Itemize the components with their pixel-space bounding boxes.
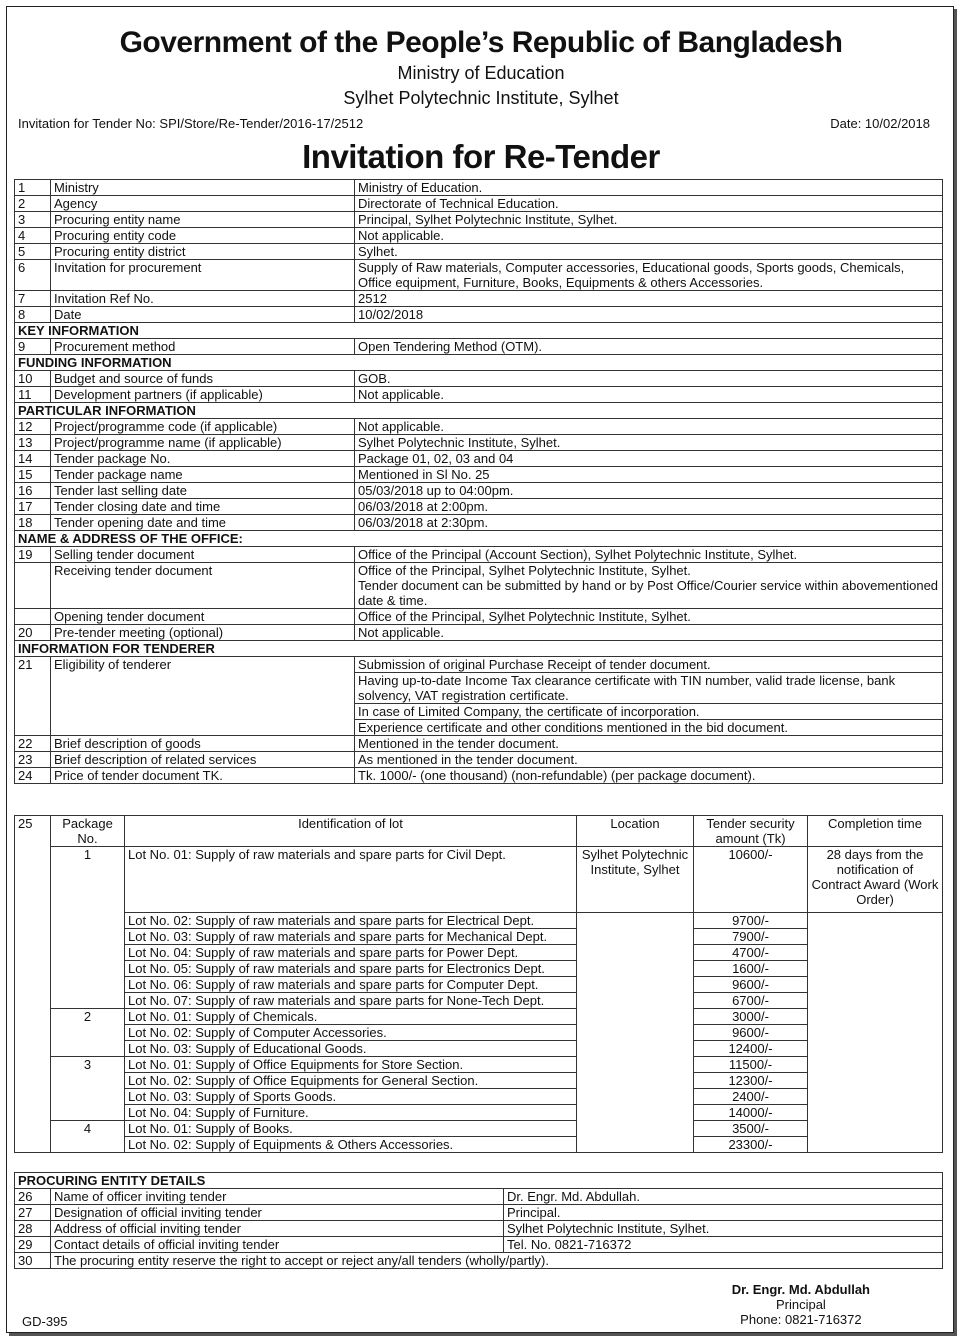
table-row — [15, 1121, 943, 1137]
row-label: Contact details of official inviting tender — [51, 1237, 504, 1253]
table-row — [15, 977, 943, 993]
row-value: Mentioned in the tender document. — [355, 736, 943, 752]
completion-cell: 28 days from the notification of Contract Award (Work Order) — [808, 847, 943, 913]
lot-description: Lot No. 05: Supply of raw materials and spare parts for Electronics Dept. — [125, 961, 577, 977]
lot-description: Lot No. 06: Supply of raw materials and spare parts for Computer Dept. — [125, 977, 577, 993]
table-row — [15, 993, 943, 1009]
table-row — [15, 1189, 943, 1205]
identification-column-header: Identification of lot — [125, 816, 577, 847]
row-value: Not applicable. — [355, 387, 943, 403]
row-label: Tender package name — [51, 467, 355, 483]
lot-description: Lot No. 02: Supply of Office Equipments for General Section. — [125, 1073, 577, 1089]
row-label: Agency — [51, 196, 355, 212]
row-label: Price of tender document TK. — [51, 768, 355, 784]
section-title: NAME & ADDRESS OF THE OFFICE: — [15, 531, 943, 547]
section-header — [15, 355, 943, 371]
lot-description: Lot No. 03: Supply of raw materials and spare parts for Mechanical Dept. — [125, 929, 577, 945]
security-amount: 6700/- — [694, 993, 808, 1009]
row-number: 9 — [15, 339, 51, 355]
row-label: Invitation Ref No. — [51, 291, 355, 307]
table-row — [15, 212, 943, 228]
table-row — [15, 467, 943, 483]
table-row — [15, 1205, 943, 1221]
row-number: 13 — [15, 435, 51, 451]
lot-description: Lot No. 01: Supply of Chemicals. — [125, 1009, 577, 1025]
row-label: Procuring entity name — [51, 212, 355, 228]
row-number: 16 — [15, 483, 51, 499]
row-label: Ministry — [51, 180, 355, 196]
row-value: Tk. 1000/- (one thousand) (non-refundable) (per package document). — [355, 768, 943, 784]
row-number: 4 — [15, 228, 51, 244]
section-title: KEY INFORMATION — [15, 323, 943, 339]
ministry-heading: Ministry of Education — [397, 63, 565, 83]
row-number: 1 — [15, 180, 51, 196]
row-value: Sylhet Polytechnic Institute, Sylhet. — [355, 435, 943, 451]
row-number: 30 — [15, 1253, 51, 1269]
row-number: 6 — [15, 260, 51, 291]
package-column-header: Package No. — [51, 816, 125, 847]
row-value: 06/03/2018 at 2:00pm. — [355, 499, 943, 515]
table-row — [15, 609, 943, 625]
table-row — [15, 387, 943, 403]
table-row — [15, 180, 943, 196]
table-row — [15, 451, 943, 467]
section-title: PARTICULAR INFORMATION — [15, 403, 943, 419]
lot-description: Lot No. 03: Supply of Educational Goods. — [125, 1041, 577, 1057]
table-row — [15, 929, 943, 945]
row-value: Having up-to-date Income Tax clearance certificate with TIN number, valid trade license, bank solvency, VAT registration certificate. — [355, 673, 943, 704]
security-amount: 10600/- — [694, 847, 808, 913]
lots-header-row — [15, 816, 943, 847]
table-row — [15, 1025, 943, 1041]
table-row — [15, 945, 943, 961]
table-row — [15, 483, 943, 499]
table-row — [15, 1221, 943, 1237]
table-row — [15, 961, 943, 977]
row-number: 20 — [15, 625, 51, 641]
lot-description: Lot No. 01: Supply of raw materials and spare parts for Civil Dept. — [125, 847, 577, 913]
security-amount: 14000/- — [694, 1105, 808, 1121]
table-row — [15, 291, 943, 307]
row-number: 25 — [15, 816, 51, 1153]
row-label: Receiving tender document — [51, 563, 355, 609]
table-row — [15, 228, 943, 244]
security-amount: 1600/- — [694, 961, 808, 977]
row-value: Mentioned in Sl No. 25 — [355, 467, 943, 483]
table-row — [15, 339, 943, 355]
row-label: Opening tender document — [51, 609, 355, 625]
package-number: 3 — [51, 1057, 125, 1121]
package-number: 2 — [51, 1009, 125, 1057]
security-amount: 23300/- — [694, 1137, 808, 1153]
row-number: 5 — [15, 244, 51, 260]
row-label: Procurement method — [51, 339, 355, 355]
row-value: Sylhet. — [355, 244, 943, 260]
table-row — [15, 1041, 943, 1057]
lot-description: Lot No. 02: Supply of Computer Accessories. — [125, 1025, 577, 1041]
table-row — [15, 736, 943, 752]
row-label: Tender opening date and time — [51, 515, 355, 531]
row-label: Invitation for procurement — [51, 260, 355, 291]
row-label: Procuring entity district — [51, 244, 355, 260]
row-number: 15 — [15, 467, 51, 483]
row-value: Ministry of Education. — [355, 180, 943, 196]
completion-cell-empty — [808, 913, 943, 1153]
table-row — [15, 1009, 943, 1025]
row-label: Address of official inviting tender — [51, 1221, 504, 1237]
table-row — [15, 307, 943, 323]
row-label: Tender closing date and time — [51, 499, 355, 515]
security-column-header: Tender security amount (Tk) — [694, 816, 808, 847]
table-row — [15, 196, 943, 212]
row-number: 22 — [15, 736, 51, 752]
row-value: 05/03/2018 up to 04:00pm. — [355, 483, 943, 499]
row-label: Brief description of goods — [51, 736, 355, 752]
row-value: Experience certificate and other conditions mentioned in the bid document. — [355, 720, 943, 736]
row-number: 28 — [15, 1221, 51, 1237]
row-value: Open Tendering Method (OTM). — [355, 339, 943, 355]
row-label: Date — [51, 307, 355, 323]
table-row — [15, 371, 943, 387]
row-value: 10/02/2018 — [355, 307, 943, 323]
section-header — [15, 1173, 943, 1189]
row-value: Dr. Engr. Md. Abdullah. — [504, 1189, 943, 1205]
section-title: INFORMATION FOR TENDERER — [15, 641, 943, 657]
section-title: PROCURING ENTITY DETAILS — [15, 1173, 943, 1189]
location-cell-empty — [577, 913, 694, 1153]
row-value: Office of the Principal, Sylhet Polytechnic Institute, Sylhet. — [355, 609, 943, 625]
row-label: Project/programme name (if applicable) — [51, 435, 355, 451]
row-value: Not applicable. — [355, 228, 943, 244]
table-row — [15, 768, 943, 784]
notice-date: Date: 10/02/2018 — [830, 116, 930, 131]
row-label: Name of officer inviting tender — [51, 1189, 504, 1205]
row-label: Tender last selling date — [51, 483, 355, 499]
security-amount: 12400/- — [694, 1041, 808, 1057]
row-value: The procuring entity reserve the right to accept or reject any/all tenders (wholly/partly). — [51, 1253, 943, 1269]
table-row — [15, 847, 943, 913]
row-label: Selling tender document — [51, 547, 355, 563]
table-row — [15, 499, 943, 515]
row-number: 24 — [15, 768, 51, 784]
security-amount: 11500/- — [694, 1057, 808, 1073]
table-row — [15, 1253, 943, 1269]
table-row — [15, 547, 943, 563]
row-value: Tel. No. 0821-716372 — [504, 1237, 943, 1253]
security-amount: 9600/- — [694, 1025, 808, 1041]
procuring-entity-table — [14, 1172, 943, 1269]
government-heading: Government of the People’s Republic of Bangladesh — [119, 26, 843, 59]
row-number: 18 — [15, 515, 51, 531]
row-number: 7 — [15, 291, 51, 307]
row-value: As mentioned in the tender document. — [355, 752, 943, 768]
row-number: 14 — [15, 451, 51, 467]
row-value: Supply of Raw materials, Computer accessories, Educational goods, Sports goods, Chemicals, Office equipment, Furniture, Books, Equipments & others Accessories. — [355, 260, 943, 291]
signatory-designation: Principal — [775, 1297, 826, 1312]
row-value: GOB. — [355, 371, 943, 387]
section-header — [15, 531, 943, 547]
row-number: 12 — [15, 419, 51, 435]
tender-info-table — [14, 179, 943, 784]
row-label: Procuring entity code — [51, 228, 355, 244]
row-value: Sylhet Polytechnic Institute, Sylhet. — [504, 1221, 943, 1237]
table-row — [15, 1057, 943, 1073]
table-row — [15, 1105, 943, 1121]
table-row — [15, 625, 943, 641]
row-value: 2512 — [355, 291, 943, 307]
table-row — [15, 1089, 943, 1105]
lot-description: Lot No. 04: Supply of Furniture. — [125, 1105, 577, 1121]
signature-block — [732, 1282, 870, 1327]
row-value: Principal, Sylhet Polytechnic Institute, Sylhet. — [355, 212, 943, 228]
row-number — [15, 609, 51, 625]
table-row — [15, 1073, 943, 1089]
row-label: Development partners (if applicable) — [51, 387, 355, 403]
lot-description: Lot No. 01: Supply of Books. — [125, 1121, 577, 1137]
lots-table — [14, 815, 943, 1153]
row-number: 3 — [15, 212, 51, 228]
signatory-phone: Phone: 0821-716372 — [740, 1312, 862, 1327]
page-title: Invitation for Re-Tender — [302, 138, 660, 175]
row-number: 2 — [15, 196, 51, 212]
security-amount: 3500/- — [694, 1121, 808, 1137]
row-number: 17 — [15, 499, 51, 515]
lot-description: Lot No. 04: Supply of raw materials and spare parts for Power Dept. — [125, 945, 577, 961]
row-label: Budget and source of funds — [51, 371, 355, 387]
table-row — [15, 435, 943, 451]
table-row — [15, 1137, 943, 1153]
row-number: 21 — [15, 657, 51, 736]
row-value: Office of the Principal (Account Section), Sylhet Polytechnic Institute, Sylhet. — [355, 547, 943, 563]
footer-code: GD-395 — [22, 1314, 68, 1329]
package-number: 4 — [51, 1121, 125, 1153]
row-number: 29 — [15, 1237, 51, 1253]
table-row — [15, 515, 943, 531]
security-amount: 4700/- — [694, 945, 808, 961]
row-number: 19 — [15, 547, 51, 563]
row-value: Not applicable. — [355, 625, 943, 641]
table-row — [15, 657, 943, 673]
signatory-name: Dr. Engr. Md. Abdullah — [731, 1282, 870, 1297]
lot-description: Lot No. 03: Supply of Sports Goods. — [125, 1089, 577, 1105]
lot-description: Lot No. 07: Supply of raw materials and spare parts for None-Tech Dept. — [125, 993, 577, 1009]
row-value-line: Tender document can be submitted by hand or by Post Office/Courier service within abovementioned date & time. — [358, 578, 939, 608]
row-value: Principal. — [504, 1205, 943, 1221]
table-row — [15, 260, 943, 291]
row-label: Eligibility of tenderer — [51, 657, 355, 736]
row-label: Designation of official inviting tender — [51, 1205, 504, 1221]
location-column-header: Location — [577, 816, 694, 847]
row-number: 27 — [15, 1205, 51, 1221]
row-value-line: Office of the Principal, Sylhet Polytechnic Institute, Sylhet. — [358, 563, 691, 578]
row-value: In case of Limited Company, the certificate of incorporation. — [355, 704, 943, 720]
table-row — [15, 752, 943, 768]
row-label: Tender package No. — [51, 451, 355, 467]
row-value: 06/03/2018 at 2:30pm. — [355, 515, 943, 531]
table-row — [15, 419, 943, 435]
row-number: 23 — [15, 752, 51, 768]
security-amount: 12300/- — [694, 1073, 808, 1089]
row-label: Brief description of related services — [51, 752, 355, 768]
row-label: Project/programme code (if applicable) — [51, 419, 355, 435]
row-value — [355, 563, 943, 609]
security-amount: 3000/- — [694, 1009, 808, 1025]
section-header — [15, 403, 943, 419]
section-title: FUNDING INFORMATION — [15, 355, 943, 371]
location-cell: Sylhet Polytechnic Institute, Sylhet — [577, 847, 694, 913]
table-row — [15, 1237, 943, 1253]
lot-description: Lot No. 02: Supply of raw materials and spare parts for Electrical Dept. — [125, 913, 577, 929]
completion-column-header: Completion time — [808, 816, 943, 847]
table-row — [15, 244, 943, 260]
tender-reference: Invitation for Tender No: SPI/Store/Re-Tender/2016-17/2512 — [18, 116, 364, 131]
row-value: Submission of original Purchase Receipt of tender document. — [355, 657, 943, 673]
row-number: 11 — [15, 387, 51, 403]
package-number: 1 — [51, 847, 125, 1009]
security-amount: 2400/- — [694, 1089, 808, 1105]
lot-description: Lot No. 01: Supply of Office Equipments for Store Section. — [125, 1057, 577, 1073]
table-row — [15, 563, 943, 609]
row-value: Package 01, 02, 03 and 04 — [355, 451, 943, 467]
row-number: 8 — [15, 307, 51, 323]
security-amount: 9600/- — [694, 977, 808, 993]
row-number: 10 — [15, 371, 51, 387]
row-value: Directorate of Technical Education. — [355, 196, 943, 212]
row-number: 26 — [15, 1189, 51, 1205]
security-amount: 7900/- — [694, 929, 808, 945]
row-value: Not applicable. — [355, 419, 943, 435]
section-header — [15, 323, 943, 339]
row-label: Pre-tender meeting (optional) — [51, 625, 355, 641]
lot-description: Lot No. 02: Supply of Equipments & Others Accessories. — [125, 1137, 577, 1153]
section-header — [15, 641, 943, 657]
row-number — [15, 563, 51, 609]
institute-heading: Sylhet Polytechnic Institute, Sylhet — [343, 88, 619, 108]
security-amount: 9700/- — [694, 913, 808, 929]
table-row — [15, 913, 943, 929]
